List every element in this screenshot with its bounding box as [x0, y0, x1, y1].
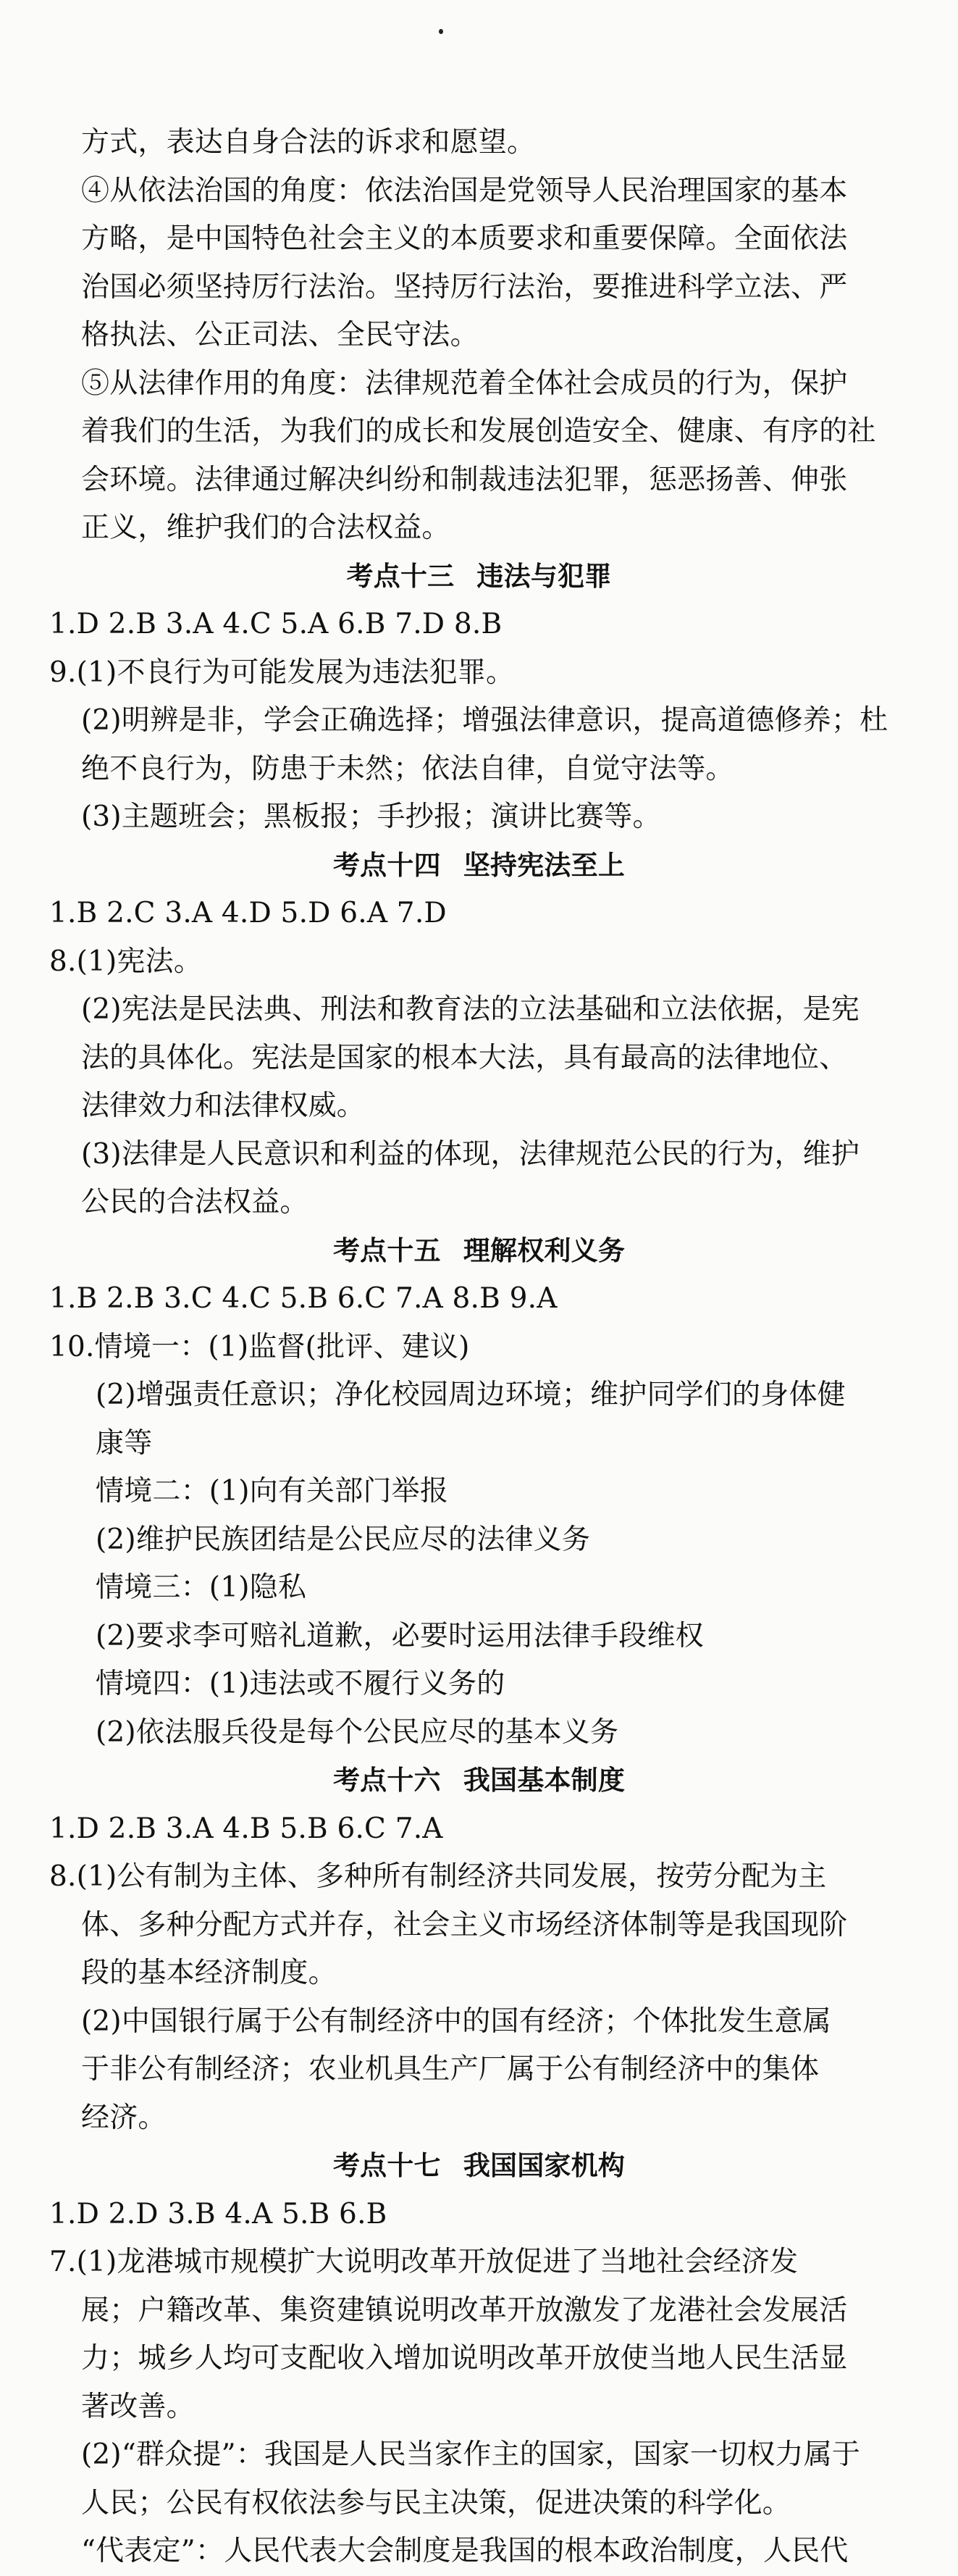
section-heading: 考点十四 坚持宪法至上 — [332, 849, 626, 881]
answer-line: 情境三：(1)隐私 — [96, 1571, 307, 1604]
answer-line: 9.(1)不良行为可能发展为违法犯罪。 — [49, 656, 515, 689]
text-line: 会环境。法律通过解决纠纷和制裁违法犯罪，惩恶扬善、伸张 — [81, 463, 848, 496]
answer-line: 公民的合法权益。 — [81, 1186, 308, 1218]
text-line: 正义，维护我们的合法权益。 — [81, 511, 450, 544]
answer-line: (3)主题班会；黑板报；手抄报；演讲比赛等。 — [81, 800, 661, 833]
answer-line: (2)“群众提”：我国是人民当家作主的国家，国家一切权力属于 — [81, 2438, 861, 2471]
answer-line: 法的具体化。宪法是国家的根本大法，具有最高的法律地位、 — [81, 1041, 848, 1074]
answer-line: 10.情境一：(1)监督(批评、建议) — [49, 1330, 470, 1363]
text-line: ⑤从法律作用的角度：法律规范着全体社会成员的行为，保护 — [81, 367, 848, 400]
text-line: 着我们的生活，为我们的成长和发展创造安全、健康、有序的社 — [81, 415, 876, 448]
section-heading: 考点十五 理解权利义务 — [332, 1234, 626, 1266]
answer-line: 法律效力和法律权威。 — [81, 1090, 366, 1122]
answer-line: (3)法律是人民意识和利益的体现，法律规范公民的行为，维护 — [81, 1137, 860, 1171]
answer-line: 7.(1)龙港城市规模扩大说明改革开放促进了当地社会经济发 — [49, 2246, 799, 2278]
choice-answers: 1.D 2.B 3.A 4.B 5.B 6.C 7.A — [49, 1812, 443, 1845]
answer-line: (2)宪法是民法典、刑法和教育法的立法基础和立法依据，是宪 — [81, 993, 860, 1026]
answer-line: “代表定”：人民代表大会制度是我国的根本政治制度，人民代 — [81, 2535, 849, 2567]
text-line: ④从依法治国的角度：依法治国是党领导人民治理国家的基本 — [81, 174, 848, 207]
answer-line: 段的基本经济制度。 — [81, 1957, 337, 1989]
answer-line: (2)中国银行属于公有制经济中的国有经济；个体批发生意属 — [81, 2004, 831, 2038]
answer-line: 人民；公民有权依法参与民主决策，促进决策的科学化。 — [81, 2486, 791, 2519]
section-heading: 考点十六 我国基本制度 — [332, 1765, 626, 1796]
text-line: 格执法、公正司法、全民守法。 — [81, 319, 479, 351]
answer-line: (2)维护民族团结是公民应尽的法律义务 — [96, 1523, 591, 1556]
answer-line: 经济。 — [81, 2101, 167, 2134]
answer-line: 著改善。 — [81, 2390, 195, 2423]
answer-line: 体、多种分配方式并存，社会主义市场经济体制等是我国现阶 — [81, 1908, 848, 1941]
text-line: 治国必须坚持厉行法治。坚持厉行法治，要推进科学立法、严 — [81, 270, 848, 304]
choice-answers: 1.D 2.D 3.B 4.A 5.B 6.B — [49, 2197, 387, 2230]
answer-line: 于非公有制经济；农业机具生产厂属于公有制经济中的集体 — [81, 2053, 820, 2086]
answer-line: 情境四：(1)违法或不履行义务的 — [96, 1668, 505, 1700]
answer-line: 情境二：(1)向有关部门举报 — [96, 1475, 449, 1507]
choice-answers: 1.B 2.B 3.C 4.C 5.B 6.C 7.A 8.B 9.A — [49, 1282, 558, 1315]
answer-line: (2)要求李可赔礼道歉，必要时运用法律手段维权 — [96, 1619, 704, 1652]
section-heading: 考点十三 违法与犯罪 — [346, 560, 612, 592]
answer-line: 康等 — [96, 1426, 153, 1460]
text-line: 方略，是中国特色社会主义的本质要求和重要保障。全面依法 — [81, 222, 848, 255]
choice-answers: 1.D 2.B 3.A 4.C 5.A 6.B 7.D 8.B — [49, 608, 503, 640]
answer-line: 展；户籍改革、集资建镇说明改革开放激发了龙港社会发展活 — [81, 2293, 848, 2327]
answer-line: 绝不良行为，防患于未然；依法自律，自觉守法等。 — [81, 752, 734, 785]
choice-answers: 1.B 2.C 3.A 4.D 5.D 6.A 7.D — [49, 897, 447, 929]
ink-dot — [439, 29, 443, 34]
text-line: 方式，表达自身合法的诉求和愿望。 — [81, 126, 536, 159]
answer-line: 8.(1)宪法。 — [49, 945, 203, 978]
answer-line: (2)增强责任意识；净化校园周边环境；维护同学们的身体健 — [96, 1379, 846, 1411]
section-heading: 考点十七 我国国家机构 — [332, 2150, 626, 2181]
answer-line: 8.(1)公有制为主体、多种所有制经济共同发展，按劳分配为主 — [49, 1860, 827, 1893]
answer-line: (2)依法服兵役是每个公民应尽的基本义务 — [96, 1715, 619, 1749]
answer-line: (2)明辨是非，学会正确选择；增强法律意识，提高道德修养；杜 — [81, 704, 888, 737]
answer-line: 力；城乡人均可支配收入增加说明改革开放使当地人民生活显 — [81, 2342, 848, 2375]
